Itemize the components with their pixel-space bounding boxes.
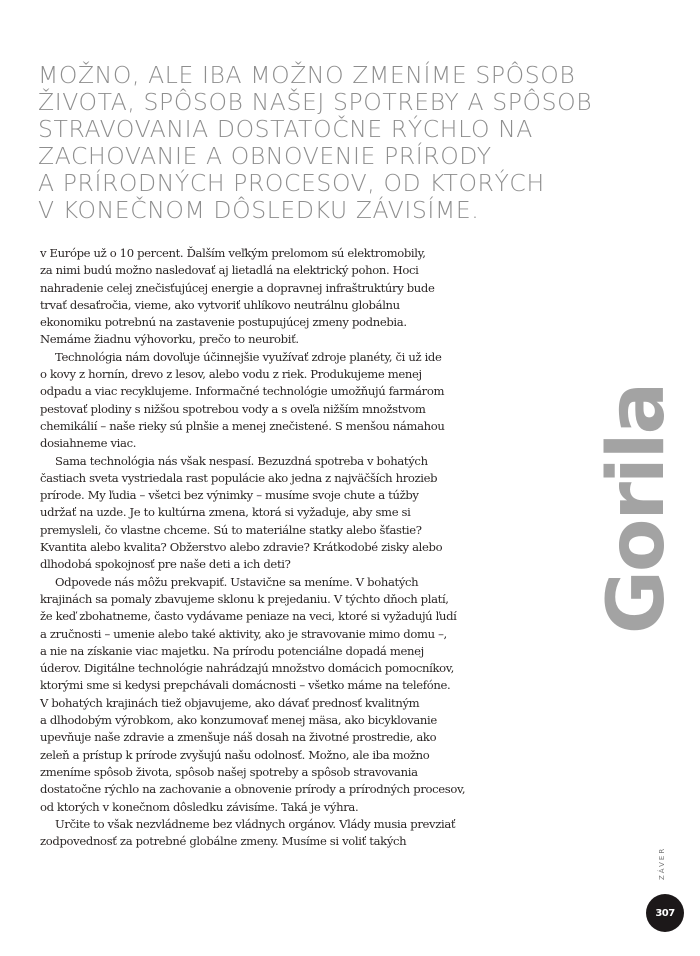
body-line: a dlhodobým výrobkom, ako konzumovať menej mäsa, ako bicyklovanie — [40, 713, 437, 728]
body-line: udržať na uzde. Je to kultúrna zmena, ktorá si vyžaduje, aby sme si — [40, 505, 411, 520]
body-line: zeleň a prístup k prírode zvyšujú našu odolnosť. Možno, ale iba možno — [40, 747, 430, 762]
body-line: chemikálií – naše rieky sú plnšie a menej znečistené. S menšou námahou — [40, 418, 445, 433]
body-line: dostatočne rýchlo na zachovanie a obnovenie prírody a prírodných procesov, — [40, 782, 466, 797]
body-line: v Európe už o 10 percent. Ďalším veľkým prelomom sú elektromobily, — [40, 246, 426, 260]
body-line: zodpovednosť za potrebné globálne zmeny. Musíme si voliť takých — [40, 834, 407, 849]
body-line: nahradenie celej znečisťujúcej energie a dopravnej infraštruktúry bude — [40, 280, 435, 295]
pull-quote-line: ZACHOVANIE A OBNOVENIE PRÍRODY — [38, 142, 492, 170]
body-line: pestovať plodiny s nižšou spotrebou vody a s oveľa nižším množstvom — [40, 401, 426, 416]
body-line: upevňuje naše zdravie a zmenšuje náš dosah na životné prostredie, ako — [40, 730, 437, 745]
section-label: ZÁVER — [658, 846, 666, 880]
page-number-badge — [646, 894, 684, 932]
body-text — [40, 245, 480, 850]
body-line: ktorými sme si kedysi prepchávali domácnosti – všetko máme na telefóne. — [40, 678, 451, 693]
body-line: dlhodobá spokojnosť pre naše deti a ich deti? — [40, 557, 291, 572]
body-line: dosiahneme viac. — [40, 436, 137, 451]
body-line: o kovy z hornín, drevo z lesov, alebo vodu z riek. Produkujeme menej — [40, 367, 422, 382]
body-line: úderov. Digitálne technológie nahrádzajú množstvo domácich pomocníkov, — [40, 661, 454, 676]
pull-quote-line: STRAVOVANIA DOSTATOČNE RÝCHLO NA — [38, 115, 533, 143]
body-line: ekonomiku potrebnú na zastavenie postupujúcej zmeny podnebia. — [40, 315, 407, 330]
body-line: prírode. My ľudia – všetci bez výnimky – musíme svoje chute a túžby — [40, 488, 419, 503]
body-line: V bohatých krajinách tiež objavujeme, ako dávať prednosť kvalitným — [40, 695, 420, 710]
body-line: krajinách sa pomaly zbavujeme sklonu k prejedaniu. V týchto dňoch platí, — [40, 591, 449, 606]
body-line: a nie na získanie viac majetku. Na prírodu potenciálne dopadá menej — [40, 643, 424, 658]
paragraph-start: Technológia nám dovoľuje účinnejšie využívať zdroje planéty, či už ide — [55, 349, 442, 364]
pull-quote-line: A PRÍRODNÝCH PROCESOV, OD KTORÝCH — [38, 169, 545, 197]
body-line: že keď zbohatneme, často vydávame peniaze na veci, ktoré si vyžadujú ľudí — [40, 609, 457, 624]
pull-quote — [38, 62, 658, 224]
body-line: častiach sveta vystriedala rast populácie ako jedna z najväčších hrozieb — [40, 470, 438, 485]
body-line: za nimi budú možno nasledovať aj lietadlá na elektrický pohon. Hoci — [40, 263, 419, 278]
paragraph-start: Odpovede nás môžu prekvapiť. Ustavične sa meníme. V bohatých — [55, 574, 419, 589]
pull-quote-line: MOŽNO, ALE IBA MOŽNO ZMENÍME SPÔSOB — [38, 61, 576, 89]
body-line: Nemáme žiadnu výhovorku, prečo to neurobiť. — [40, 332, 299, 347]
pull-quote-line: ŽIVOTA, SPÔSOB NAŠEJ SPOTREBY A SPÔSOB — [38, 88, 593, 116]
paragraph-start: Sama technológia nás však nespasí. Bezuzdná spotreba v bohatých — [55, 453, 428, 468]
page-number: 307 — [655, 907, 675, 919]
body-line: od ktorých v konečnom dôsledku závisíme. Taká je výhra. — [40, 799, 359, 814]
watermark-logo: Gorila — [592, 383, 683, 635]
pull-quote-line: V KONEČNOM DÔSLEDKU ZÁVISÍME. — [38, 196, 480, 224]
body-line: a zručnosti – umenie alebo také aktivity, ako je stravovanie mimo domu –, — [40, 626, 447, 641]
body-line: odpadu a viac recyklujeme. Informačné technológie umožňujú farmárom — [40, 384, 445, 399]
body-line: trvať desaťročia, vieme, ako vytvoriť uhlíkovo neutrálnu globálnu — [40, 297, 400, 312]
body-line: premysleli, čo vlastne chceme. Sú to materiálne statky alebo šťastie? — [40, 522, 422, 537]
paragraph-start: Určite to však nezvládneme bez vládnych orgánov. Vlády musia prevziať — [55, 816, 456, 831]
body-line: Kvantita alebo kvalita? Obžerstvo alebo zdravie? Krátkodobé zisky alebo — [40, 540, 443, 555]
body-line: zmeníme spôsob života, spôsob našej spotreby a spôsob stravovania — [40, 764, 418, 779]
